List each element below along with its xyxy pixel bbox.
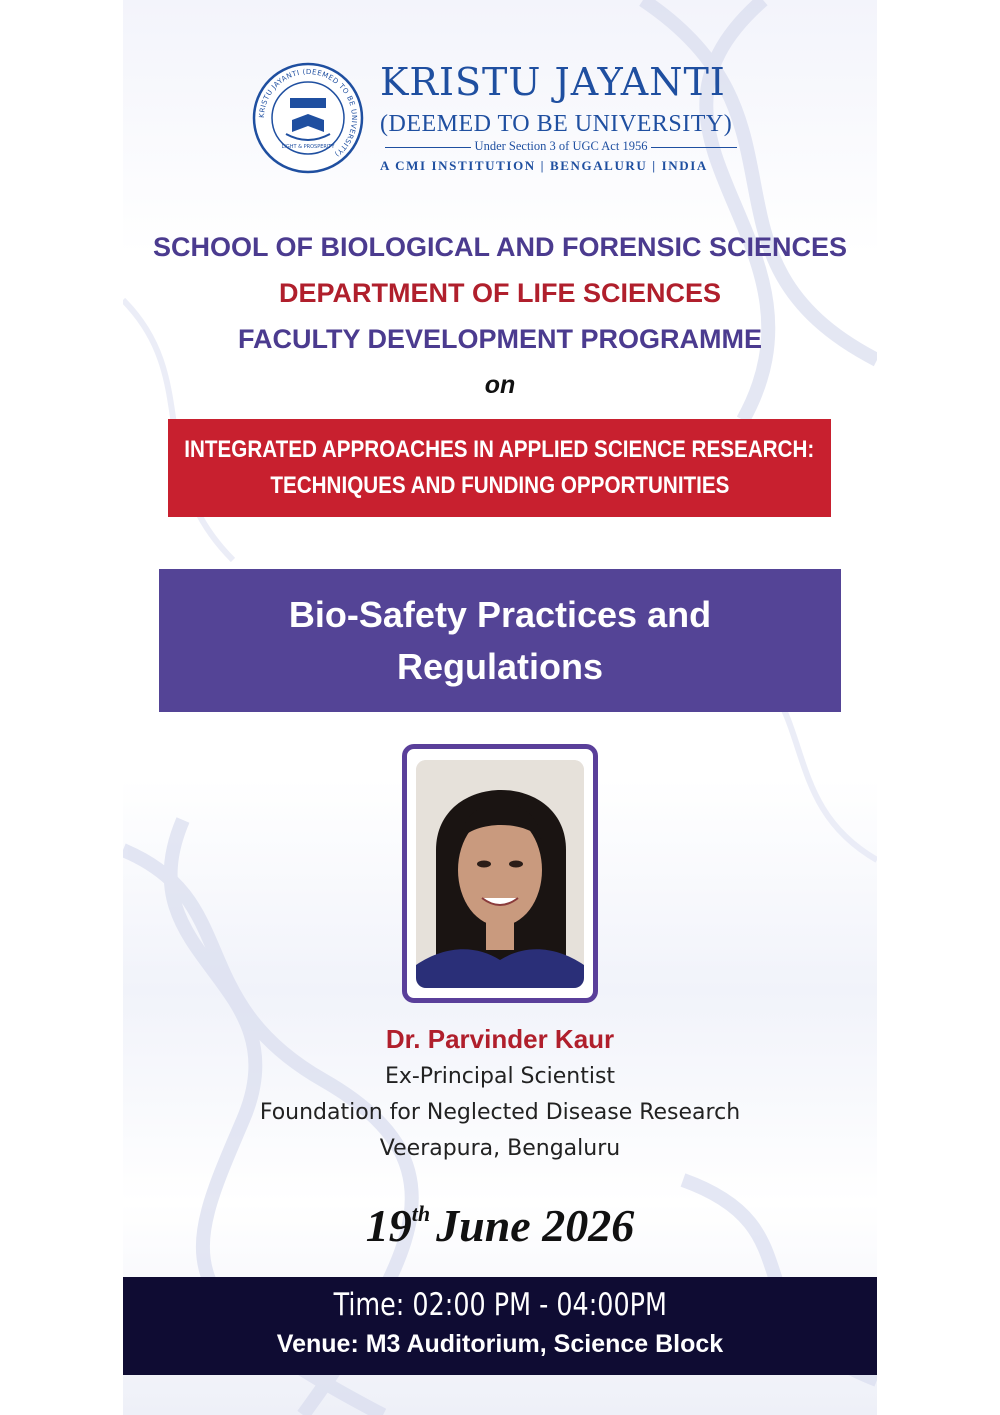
speaker-photo xyxy=(416,760,584,988)
university-act-line xyxy=(380,138,742,154)
university-act: Under Section 3 of UGC Act 1956 xyxy=(474,139,648,153)
connector-text: on xyxy=(484,371,516,399)
university-subtitle: (DEEMED TO BE UNIVERSITY) xyxy=(380,111,733,137)
event-date xyxy=(123,1199,877,1252)
event-time-row xyxy=(123,1285,877,1325)
speaker-designation: Ex-Principal Scientist xyxy=(384,1064,616,1089)
event-day: 19 xyxy=(365,1200,412,1251)
school-heading: SCHOOL OF BIOLOGICAL AND FORENSIC SCIENCES xyxy=(152,232,848,262)
theme-line-2: TECHNIQUES AND FUNDING OPPORTUNITIES xyxy=(269,472,730,499)
university-name: KRISTU JAYANTI xyxy=(380,60,726,104)
event-venue: Venue: M3 Auditorium, Science Block xyxy=(276,1330,724,1358)
event-month-year: June 2026 xyxy=(436,1200,635,1251)
university-seal-icon xyxy=(252,62,364,174)
university-tagline: A CMI INSTITUTION | BENGALURU | INDIA xyxy=(380,158,708,173)
topic-banner xyxy=(159,569,841,712)
event-time: Time: 02:00 PM - 04:00PM xyxy=(333,1287,667,1323)
topic-line-2: Regulations xyxy=(396,645,603,687)
theme-line-1: INTEGRATED APPROACHES IN APPLIED SCIENCE RESEARCH: xyxy=(184,436,815,463)
speaker-portrait-icon xyxy=(416,760,584,988)
speaker-organization: Foundation for Neglected Disease Research xyxy=(259,1100,741,1125)
svg-text:LIGHT & PROSPERITY: LIGHT & PROSPERITY xyxy=(281,144,335,150)
svg-text:KRISTU JAYANTI (DEEMED TO BE U: KRISTU JAYANTI (DEEMED TO BE UNIVERSITY) xyxy=(257,67,359,159)
speaker-location: Veerapura, Bengaluru xyxy=(379,1136,621,1161)
topic-line-1: Bio-Safety Practices and xyxy=(288,593,712,635)
event-day-suffix: th xyxy=(411,1201,431,1226)
department-heading: DEPARTMENT OF LIFE SCIENCES xyxy=(278,278,722,308)
time-venue-banner xyxy=(123,1277,877,1375)
speaker-photo-frame xyxy=(402,744,598,1003)
speaker-name: Dr. Parvinder Kaur xyxy=(385,1024,615,1054)
theme-banner xyxy=(168,419,831,517)
programme-heading: FACULTY DEVELOPMENT PROGRAMME xyxy=(237,324,763,354)
